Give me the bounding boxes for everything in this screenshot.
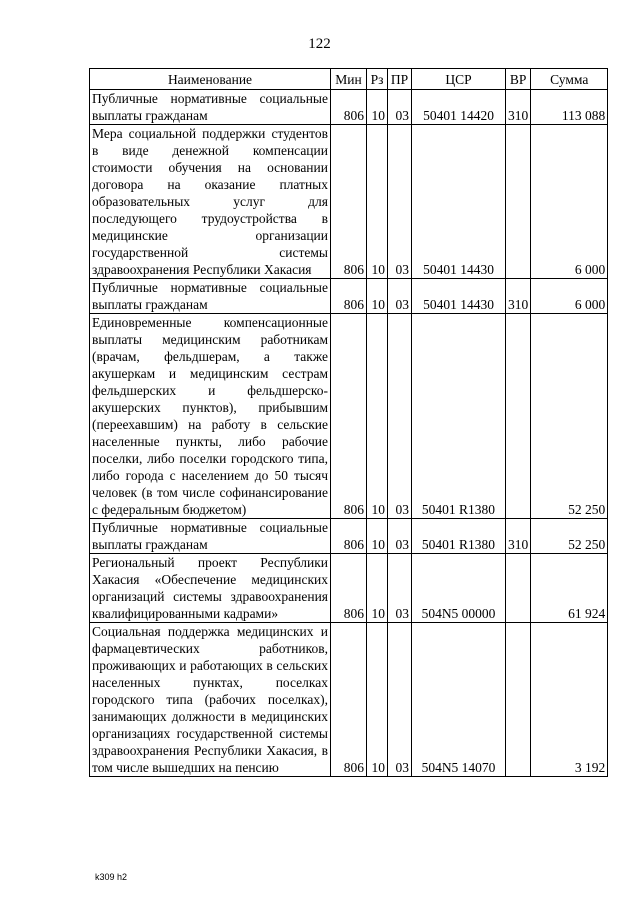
row-sum: 61 924 [531,554,608,623]
row-sum: 52 250 [531,314,608,519]
row-rz: 10 [367,90,388,125]
row-min: 806 [331,279,367,314]
header-pr: ПР [388,69,412,90]
row-rz: 10 [367,554,388,623]
row-pr: 03 [388,519,412,554]
row-csr: 50401 R1380 [412,519,506,554]
row-name: Социальная поддержка медицинских и фармацевтических работников, проживающих и работающих в сельских населенных пунктах, поселках городского типа (рабочих поселках), занимающих должности в медицинских организациях государственной системы здравоохранения Республики Хакасия, в том числе вышедших на пенсию [90,623,331,777]
row-csr: 504N5 00000 [412,554,506,623]
row-vr: 310 [506,519,531,554]
row-min: 806 [331,314,367,519]
row-name: Единовременные компенсационные выплаты медицинским работникам (врачам, фельдшерам, а также акушеркам и медицинским сестрам фельдшерских и фельдшерско-акушерских пунктов), прибывшим (переехавшим) на работу в сельские населенные пункты, либо рабочие поселки, либо поселки городского типа, либо города с населением до 50 тысяч человек (в том числе софинансирование с федеральным бюджетом) [90,314,331,519]
row-rz: 10 [367,125,388,279]
row-name: Мера социальной поддержки студентов в виде денежной компенсации стоимости обучения на основании договора на оказание платных образовательных услуг для последующего трудоустройства в медицинские организации государственной системы здравоохранения Республики Хакасия [90,125,331,279]
header-rz: Рз [367,69,388,90]
row-name: Публичные нормативные социальные выплаты гражданам [90,90,331,125]
row-name: Публичные нормативные социальные выплаты гражданам [90,519,331,554]
row-pr: 03 [388,125,412,279]
row-min: 806 [331,519,367,554]
row-name: Публичные нормативные социальные выплаты гражданам [90,279,331,314]
row-sum: 3 192 [531,623,608,777]
row-csr: 50401 14430 [412,279,506,314]
table-row [90,279,608,314]
row-rz: 10 [367,519,388,554]
row-vr [506,554,531,623]
row-vr [506,623,531,777]
header-vr: ВР [506,69,531,90]
row-sum: 113 088 [531,90,608,125]
table-row [90,314,608,519]
row-rz: 10 [367,279,388,314]
row-name: Региональный проект Республики Хакасия «Обеспечение медицинских организаций системы здравоохранения квалифицированными кадрами» [90,554,331,623]
row-csr: 504N5 14070 [412,623,506,777]
row-pr: 03 [388,90,412,125]
table-row [90,623,608,777]
table-row [90,125,608,279]
table-header-row [90,69,608,90]
row-sum: 52 250 [531,519,608,554]
table-row [90,519,608,554]
row-csr: 50401 R1380 [412,314,506,519]
row-min: 806 [331,125,367,279]
row-vr [506,125,531,279]
table-row [90,554,608,623]
row-pr: 03 [388,554,412,623]
row-vr: 310 [506,279,531,314]
row-min: 806 [331,623,367,777]
row-rz: 10 [367,623,388,777]
budget-table [89,68,608,777]
row-csr: 50401 14420 [412,90,506,125]
header-csr: ЦСР [412,69,506,90]
row-sum: 6 000 [531,279,608,314]
row-min: 806 [331,554,367,623]
page-number: 122 [308,36,331,52]
header-sum: Сумма [531,69,608,90]
row-csr: 50401 14430 [412,125,506,279]
header-min: Мин [331,69,367,90]
row-pr: 03 [388,314,412,519]
footer-code: k309 h2 [95,872,128,882]
row-min: 806 [331,90,367,125]
row-rz: 10 [367,314,388,519]
table-row [90,90,608,125]
row-sum: 6 000 [531,125,608,279]
row-pr: 03 [388,279,412,314]
row-pr: 03 [388,623,412,777]
row-vr [506,314,531,519]
row-vr: 310 [506,90,531,125]
header-name: Наименование [90,69,331,90]
